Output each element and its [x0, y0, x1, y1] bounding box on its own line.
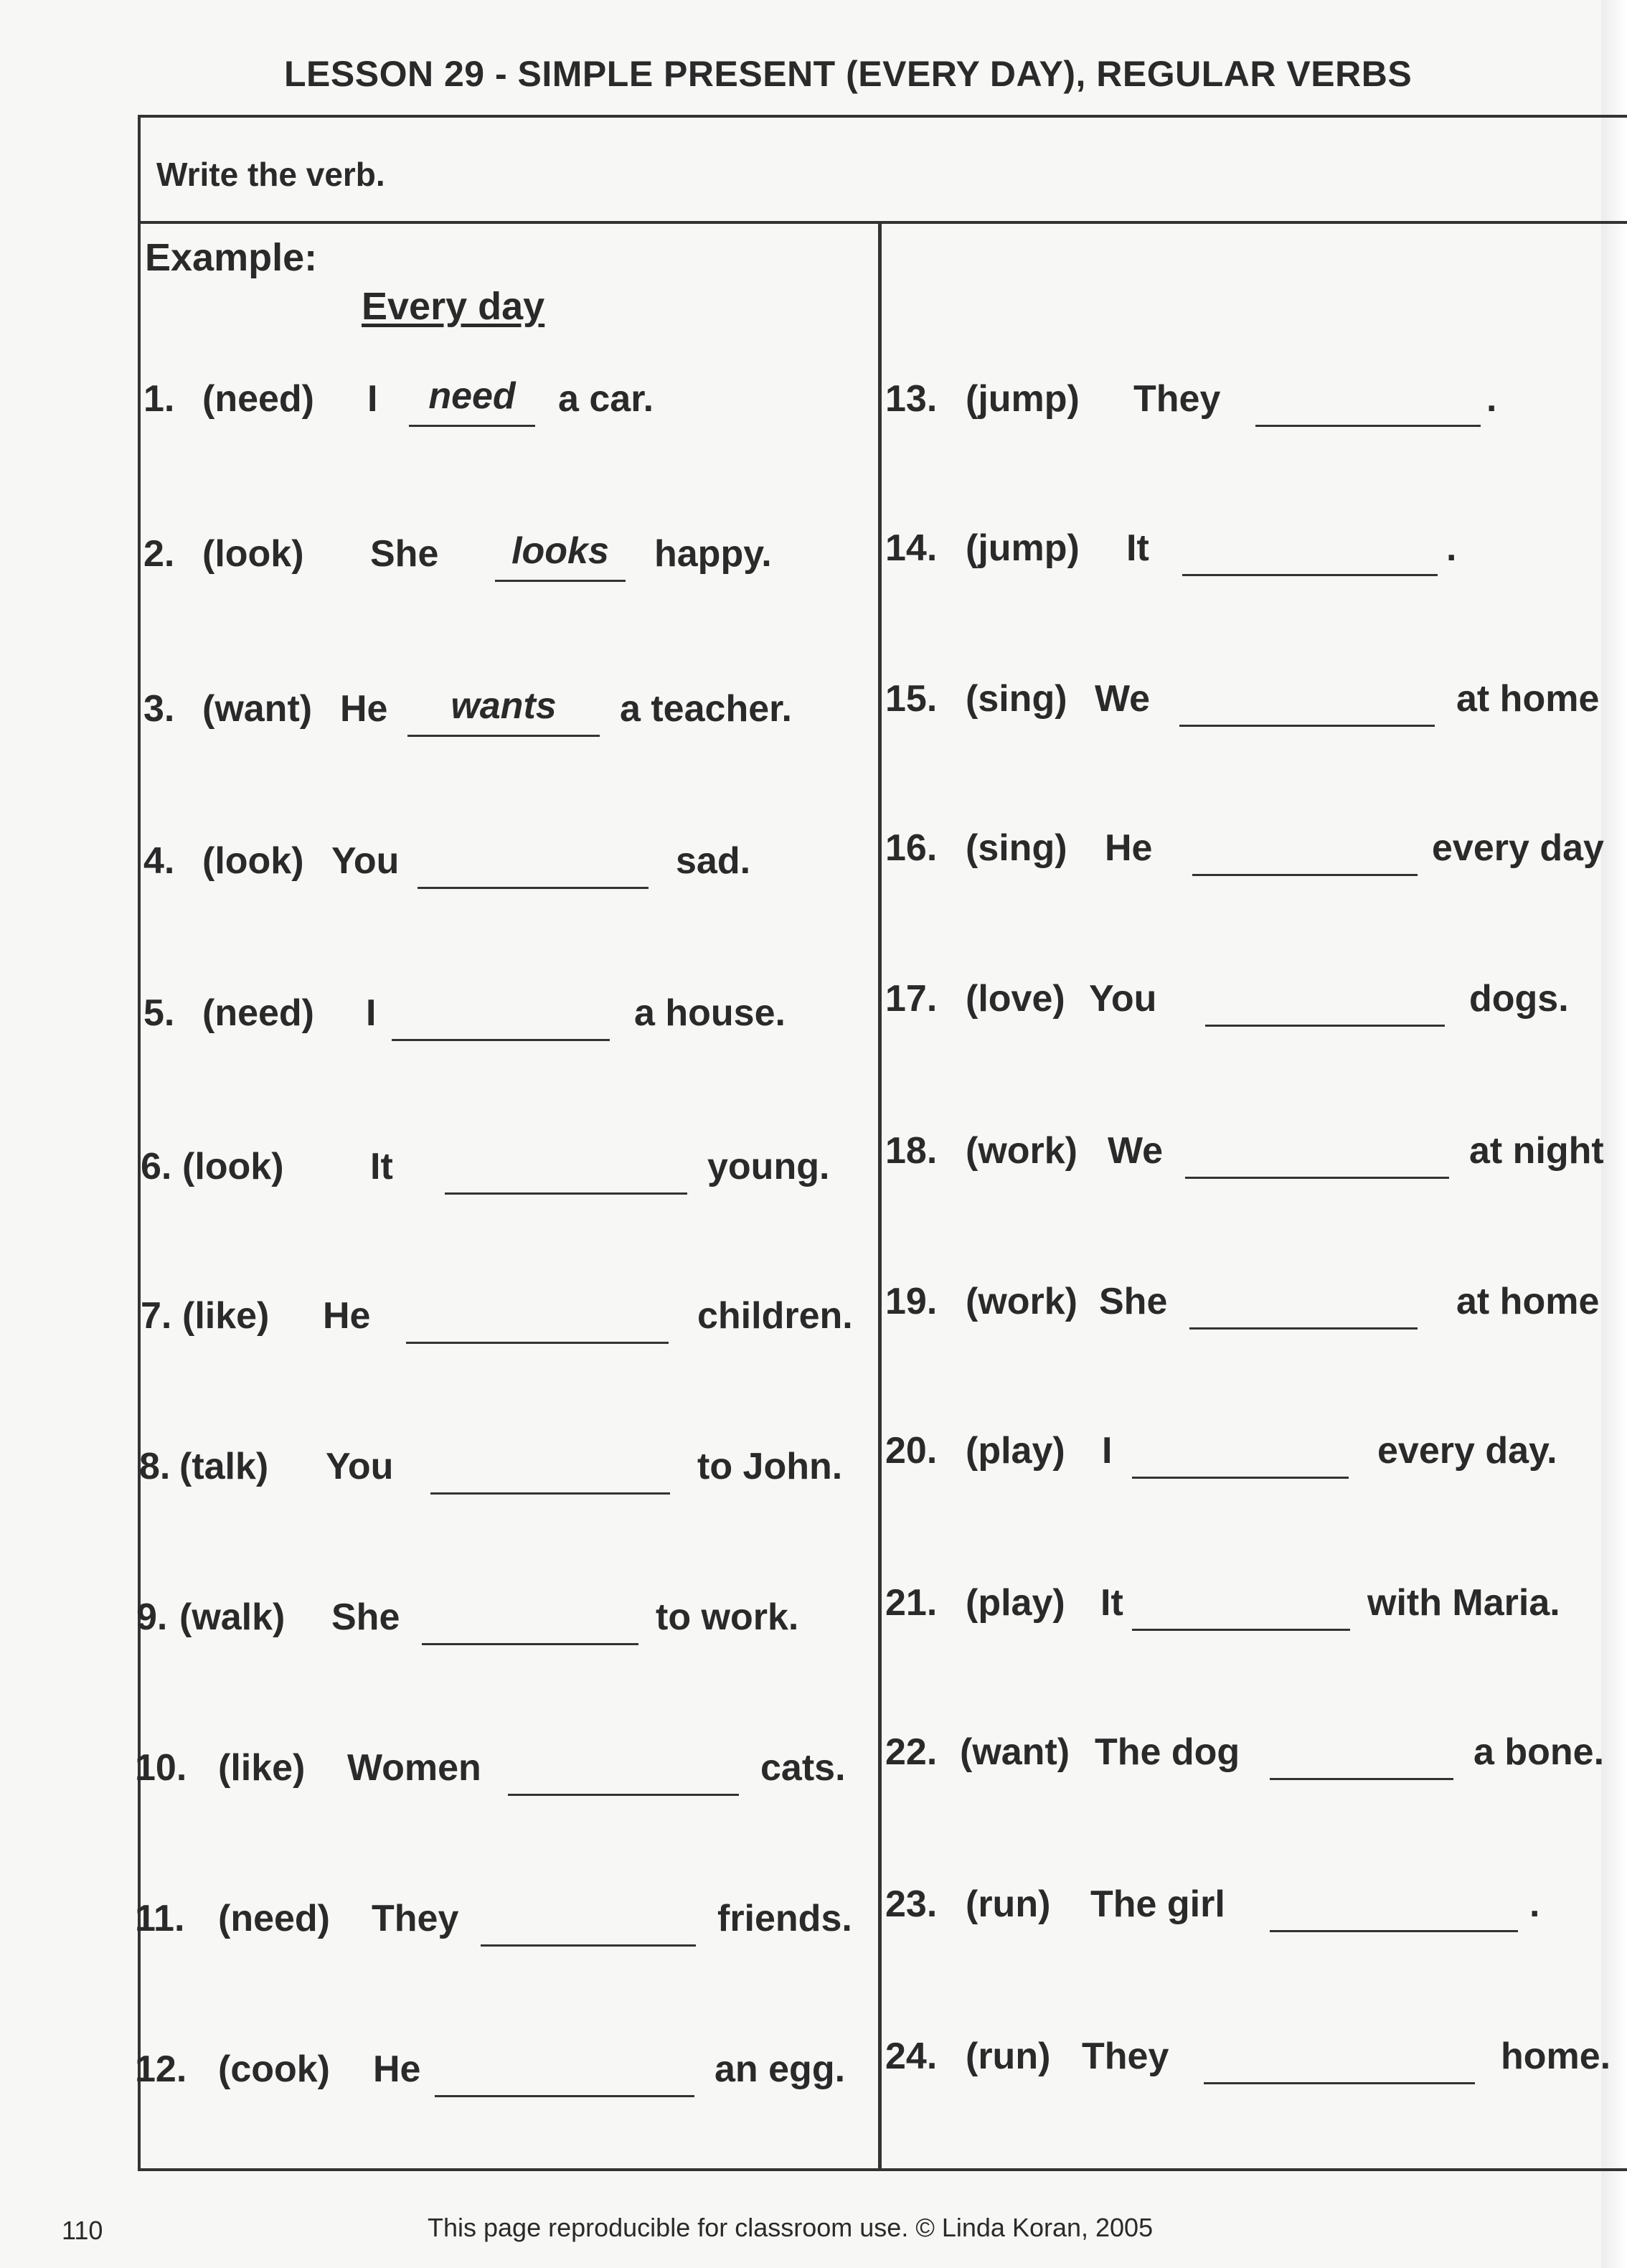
item-rest: cats. [760, 1747, 846, 1789]
item-rest: young. [707, 1146, 830, 1187]
answer-blank[interactable] [1132, 1574, 1350, 1631]
item-subject: He [340, 688, 388, 730]
item-number: 18. [885, 1130, 938, 1172]
item-verb: (like) [218, 1747, 306, 1789]
item-subject: I [367, 378, 378, 420]
item-verb: (run) [966, 2036, 1051, 2077]
item-verb: (need) [202, 378, 314, 420]
item-subject: It [1100, 1582, 1123, 1624]
answer-blank[interactable] [1255, 370, 1481, 427]
item-rest: at home [1456, 678, 1600, 720]
item-rest: a car. [558, 378, 654, 420]
item-verb: (sing) [966, 827, 1067, 869]
example-heading: Every day [362, 285, 545, 328]
item-rest: children. [697, 1295, 853, 1337]
item-verb: (look) [202, 840, 304, 882]
item-verb: (play) [966, 1430, 1065, 1472]
item-subject: She [370, 533, 439, 575]
item-number: 5. [143, 992, 175, 1034]
item-subject: I [366, 992, 377, 1034]
item-subject: She [331, 1596, 400, 1638]
item-rest: . [1486, 378, 1497, 420]
item-verb: (play) [966, 1582, 1065, 1624]
item-number: 24. [885, 2036, 938, 2077]
answer-blank[interactable] [422, 1589, 638, 1645]
lesson-title: LESSON 29 - SIMPLE PRESENT (EVERY DAY), REGULAR VERBS [284, 54, 1413, 94]
item-subject: He [1105, 827, 1153, 869]
item-rest: every day. [1377, 1430, 1557, 1472]
item-rest: every day [1432, 827, 1604, 869]
answer-blank[interactable] [1132, 1422, 1349, 1479]
item-number: 10. [135, 1747, 187, 1789]
answer-text: wants [451, 685, 557, 727]
item-verb: (jump) [966, 378, 1080, 420]
header-divider [141, 221, 1627, 224]
answer-text: looks [511, 530, 609, 572]
item-verb: (need) [218, 1898, 330, 1939]
item-subject: He [323, 1295, 371, 1337]
answer-blank[interactable] [1179, 670, 1435, 727]
item-verb: (walk) [179, 1596, 286, 1638]
item-verb: (love) [966, 978, 1065, 1020]
answer-blank[interactable] [392, 984, 610, 1041]
item-number: 19. [885, 1281, 938, 1322]
item-verb: (want) [960, 1731, 1070, 1773]
item-subject: Women [347, 1747, 481, 1789]
item-subject: You [331, 840, 400, 882]
item-rest: a teacher. [620, 688, 792, 730]
item-verb: (like) [182, 1295, 270, 1337]
item-verb: (look) [182, 1146, 284, 1187]
item-number: 15. [885, 678, 938, 720]
item-subject: It [370, 1146, 393, 1187]
item-number: 9. [136, 1596, 168, 1638]
item-verb: (need) [202, 992, 314, 1034]
item-number: 21. [885, 1582, 938, 1624]
answer-blank[interactable] [435, 2041, 694, 2097]
item-verb: (cook) [218, 2048, 330, 2090]
answer-blank[interactable] [1192, 819, 1418, 876]
item-verb: (look) [202, 533, 304, 575]
item-verb: (work) [966, 1281, 1077, 1322]
item-subject: He [373, 2048, 421, 2090]
item-number: 11. [135, 1898, 185, 1939]
example-label: Example: [145, 236, 318, 279]
item-number: 20. [885, 1430, 938, 1472]
item-number: 22. [885, 1731, 938, 1773]
item-verb: (sing) [966, 678, 1067, 720]
copyright-footer: This page reproducible for classroom use. © Linda Koran, 2005 [428, 2213, 1154, 2242]
item-number: 14. [885, 527, 938, 569]
item-subject: I [1102, 1430, 1113, 1472]
item-verb: (talk) [179, 1446, 269, 1487]
item-subject: The girl [1090, 1883, 1225, 1925]
item-rest: . [1529, 1883, 1540, 1925]
answer-blank[interactable] [407, 680, 600, 737]
answer-blank[interactable] [1182, 519, 1438, 576]
item-rest: a bone. [1473, 1731, 1605, 1773]
item-verb: (want) [202, 688, 313, 730]
item-subject: You [1089, 978, 1157, 1020]
item-rest: with Maria. [1367, 1582, 1560, 1624]
answer-blank[interactable] [1185, 1122, 1449, 1179]
item-subject: The dog [1095, 1731, 1240, 1773]
answer-blank[interactable] [406, 1287, 669, 1344]
item-rest: . [1446, 527, 1457, 569]
item-number: 7. [141, 1295, 172, 1337]
answer-blank[interactable] [1205, 970, 1445, 1027]
item-verb: (jump) [966, 527, 1080, 569]
column-divider [878, 221, 882, 2168]
item-rest: to John. [697, 1446, 843, 1487]
item-subject: We [1095, 678, 1151, 720]
item-verb: (work) [966, 1130, 1077, 1172]
answer-blank[interactable] [1270, 1876, 1518, 1932]
item-number: 3. [143, 688, 175, 730]
item-subject: We [1108, 1130, 1164, 1172]
answer-blank[interactable] [409, 370, 535, 427]
item-rest: friends. [717, 1898, 852, 1939]
answer-blank[interactable] [445, 1138, 687, 1195]
item-rest: a house. [634, 992, 786, 1034]
item-rest: sad. [676, 840, 751, 882]
answer-blank[interactable] [1204, 2028, 1475, 2084]
answer-blank[interactable] [1189, 1273, 1418, 1330]
page-number: 110 [62, 2216, 103, 2245]
instruction-text: Write the verb. [156, 156, 385, 193]
item-rest: an egg. [715, 2048, 846, 2090]
item-number: 8. [139, 1446, 171, 1487]
item-subject: She [1099, 1281, 1168, 1322]
item-rest: to work. [656, 1596, 799, 1638]
item-rest: at home [1456, 1281, 1600, 1322]
item-number: 23. [885, 1883, 938, 1925]
answer-blank[interactable] [508, 1739, 739, 1796]
item-verb: (run) [966, 1883, 1051, 1925]
item-number: 12. [135, 2048, 187, 2090]
answer-blank[interactable] [481, 1890, 696, 1947]
answer-text: need [428, 375, 516, 417]
item-subject: They [372, 1898, 459, 1939]
answer-blank[interactable] [1270, 1723, 1453, 1780]
item-number: 2. [143, 533, 175, 575]
item-number: 4. [143, 840, 175, 882]
answer-blank[interactable] [495, 525, 626, 582]
item-subject: You [326, 1446, 394, 1487]
item-rest: at night [1469, 1130, 1604, 1172]
answer-blank[interactable] [418, 832, 649, 889]
item-rest: dogs. [1469, 978, 1569, 1020]
answer-blank[interactable] [430, 1438, 670, 1495]
item-number: 17. [885, 978, 938, 1020]
item-number: 16. [885, 827, 938, 869]
item-rest: home. [1501, 2036, 1611, 2077]
item-number: 1. [143, 378, 175, 420]
item-number: 13. [885, 378, 938, 420]
item-number: 6. [141, 1146, 172, 1187]
item-rest: happy. [654, 533, 772, 575]
item-subject: It [1126, 527, 1149, 569]
item-subject: They [1082, 2036, 1169, 2077]
item-subject: They [1133, 378, 1221, 420]
